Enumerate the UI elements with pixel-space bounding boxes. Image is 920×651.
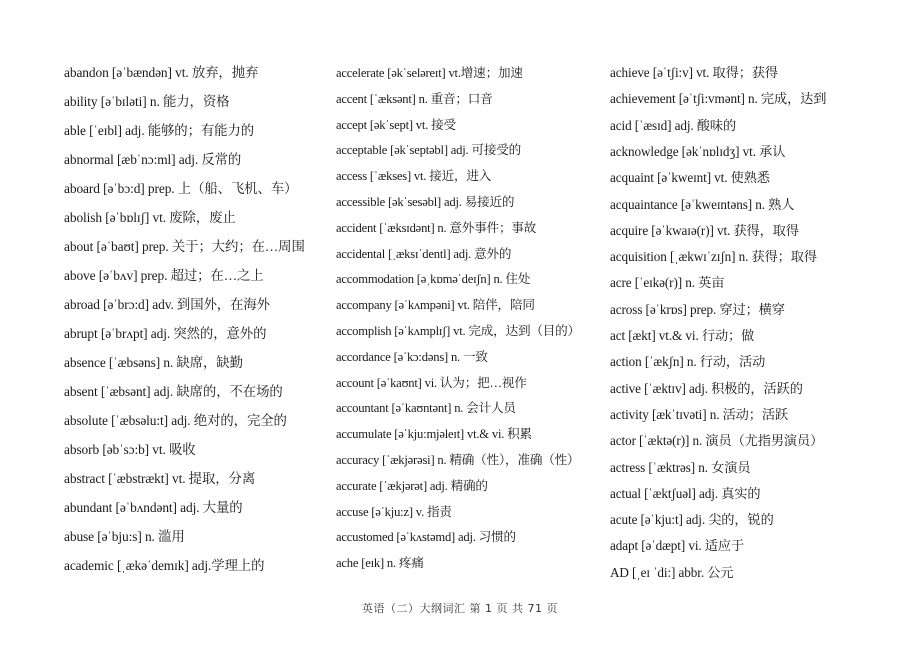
vocab-entry: accountant [əˈkaʊntənt] n. 会计人员 xyxy=(336,401,516,416)
vocab-entry: abolish [əˈbɒlɪʃ] vt. 废除，废止 xyxy=(64,210,236,225)
vocab-entry: adapt [əˈdæpt] vi. 适应于 xyxy=(610,538,745,554)
vocab-entry: actual [ˈæktʃuəl] adj. 真实的 xyxy=(610,485,761,501)
vocab-entry: absent [ˈæbsənt] adj. 缺席的，不在场的 xyxy=(64,384,283,399)
vocab-entry: absolute [ˈæbsəlu:t] adj. 绝对的，完全的 xyxy=(64,413,287,428)
vocab-entry: accumulate [əˈkju:mjəleɪt] vt.& vi. 积累 xyxy=(336,427,532,442)
vocab-entry: absence [ˈæbsəns] n. 缺席，缺勤 xyxy=(64,355,243,370)
vocab-entry: accustomed [əˈkʌstəmd] adj. 习惯的 xyxy=(336,530,516,545)
vocab-entry: abandon [əˈbændən] vt. 放弃，抛弃 xyxy=(64,65,259,80)
vocab-entry: acquisition [ˌækwɪˈzɪʃn] n. 获得；取得 xyxy=(610,249,817,265)
page-footer: 英语（二）大纲词汇 第 1 页 共 71 页 xyxy=(362,602,558,615)
vocab-entry: acquire [əˈkwaɪə(r)] vt. 获得，取得 xyxy=(610,222,799,238)
vocab-entry: acceptable [əkˈseptəbl] adj. 可接受的 xyxy=(336,143,522,158)
vocab-entry: acknowledge [əkˈnɒlɪdʒ] vt. 承认 xyxy=(610,143,786,159)
vocab-entry: accompany [əˈkʌmpəni] vt. 陪伴，陪同 xyxy=(336,298,535,313)
vocab-entry: acid [ˈæsɪd] adj. 酸味的 xyxy=(610,117,737,133)
vocab-entry: achievement [əˈtʃi:vmənt] n. 完成，达到 xyxy=(610,91,827,107)
vocab-entry: acre [ˈeɪkə(r)] n. 英亩 xyxy=(610,275,725,291)
vocab-entry: acquaint [əˈkweɪnt] vt. 使熟悉 xyxy=(610,170,770,186)
vocab-entry: accordance [əˈkɔ:dəns] n. 一致 xyxy=(336,349,488,364)
vocab-entry: across [əˈkrɒs] prep. 穿过；横穿 xyxy=(610,301,785,317)
vocab-entry: accuracy [ˈækjərəsi] n. 精确（性），准确（性） xyxy=(336,453,580,467)
vocab-entry: ache [eɪk] n. 疼痛 xyxy=(336,556,424,571)
vocab-entry: abstract [ˈæbstrækt] vt. 提取，分离 xyxy=(64,471,256,486)
vocab-entry: abundant [əˈbʌndənt] adj. 大量的 xyxy=(64,500,243,515)
vocab-entry: academic [ˌækəˈdemɪk] adj.学理上的 xyxy=(64,558,265,573)
vocab-entry: account [əˈkaʊnt] vi. 认为；把…视作 xyxy=(336,375,527,390)
vocab-entry: accept [əkˈsept] vt. 接受 xyxy=(336,117,456,132)
vocab-entry: acute [əˈkju:t] adj. 尖的，锐的 xyxy=(610,512,774,528)
vocab-entry: accident [ˈæksɪdənt] n. 意外事件；事故 xyxy=(336,220,537,235)
vocab-entry: AD [ˌeɪ ˈdi:] abbr. 公元 xyxy=(610,564,734,580)
vocab-entry: abrupt [əˈbrʌpt] adj. 突然的，意外的 xyxy=(64,326,267,341)
vocab-entry: accessible [əkˈsesəbl] adj. 易接近的 xyxy=(336,195,515,209)
vocab-entry: accomplish [əˈkʌmplɪʃ] vt. 完成，达到（目的） xyxy=(336,324,580,338)
vocab-entry: about [əˈbaʊt] prep. 关于；大约；在…周围 xyxy=(64,239,305,254)
vocab-entry: abnormal [æbˈnɔ:ml] adj. 反常的 xyxy=(64,152,242,167)
vocab-entry: actor [ˈæktə(r)] n. 演员（尤指男演员） xyxy=(610,433,824,449)
vocab-entry: accurate [ˈækjərət] adj. 精确的 xyxy=(336,478,488,493)
vocab-entry: accent [ˈæksənt] n. 重音；口音 xyxy=(336,91,493,106)
vocab-entry: accommodation [əˌkɒməˈdeɪʃn] n. 住处 xyxy=(336,272,531,287)
vocab-entry: accidental [ˌæksɪˈdentl] adj. 意外的 xyxy=(336,246,512,261)
vocab-entry: active [ˈæktɪv] adj. 积极的，活跃的 xyxy=(610,380,803,396)
vocab-entry: act [ækt] vt.& vi. 行动；做 xyxy=(610,328,755,343)
vocab-entry: abroad [əˈbrɔ:d] adv. 到国外，在海外 xyxy=(64,297,270,312)
vocab-entry: activity [ækˈtɪvəti] n. 活动；活跃 xyxy=(610,406,789,422)
vocab-entry: achieve [əˈtʃi:v] vt. 取得；获得 xyxy=(610,65,778,80)
vocab-entry: able [ˈeɪbl] adj. 能够的；有能力的 xyxy=(64,123,255,138)
vocab-entry: abuse [əˈbju:s] n. 滥用 xyxy=(64,529,185,544)
vocab-entry: acquaintance [əˈkweɪntəns] n. 熟人 xyxy=(610,196,795,212)
vocab-entry: ability [əˈbɪləti] n. 能力，资格 xyxy=(64,94,230,109)
vocab-entry: access [ˈækses] vt. 接近，进入 xyxy=(336,169,492,184)
vocab-entry: absorb [əbˈsɔ:b] vt. 吸收 xyxy=(64,442,196,457)
vocab-entry: action [ˈækʃn] n. 行动，活动 xyxy=(610,354,766,370)
vocab-entry: aboard [əˈbɔ:d] prep. 上（船、飞机、车） xyxy=(64,181,298,196)
vocab-entry: actress [ˈæktrəs] n. 女演员 xyxy=(610,459,751,475)
vocab-entry: accuse [əˈkju:z] v. 指责 xyxy=(336,504,452,519)
vocab-entry: above [əˈbʌv] prep. 超过；在…之上 xyxy=(64,268,264,283)
vocab-entry: accelerate [əkˈseləreɪt] vt.增速；加速 xyxy=(336,66,523,80)
